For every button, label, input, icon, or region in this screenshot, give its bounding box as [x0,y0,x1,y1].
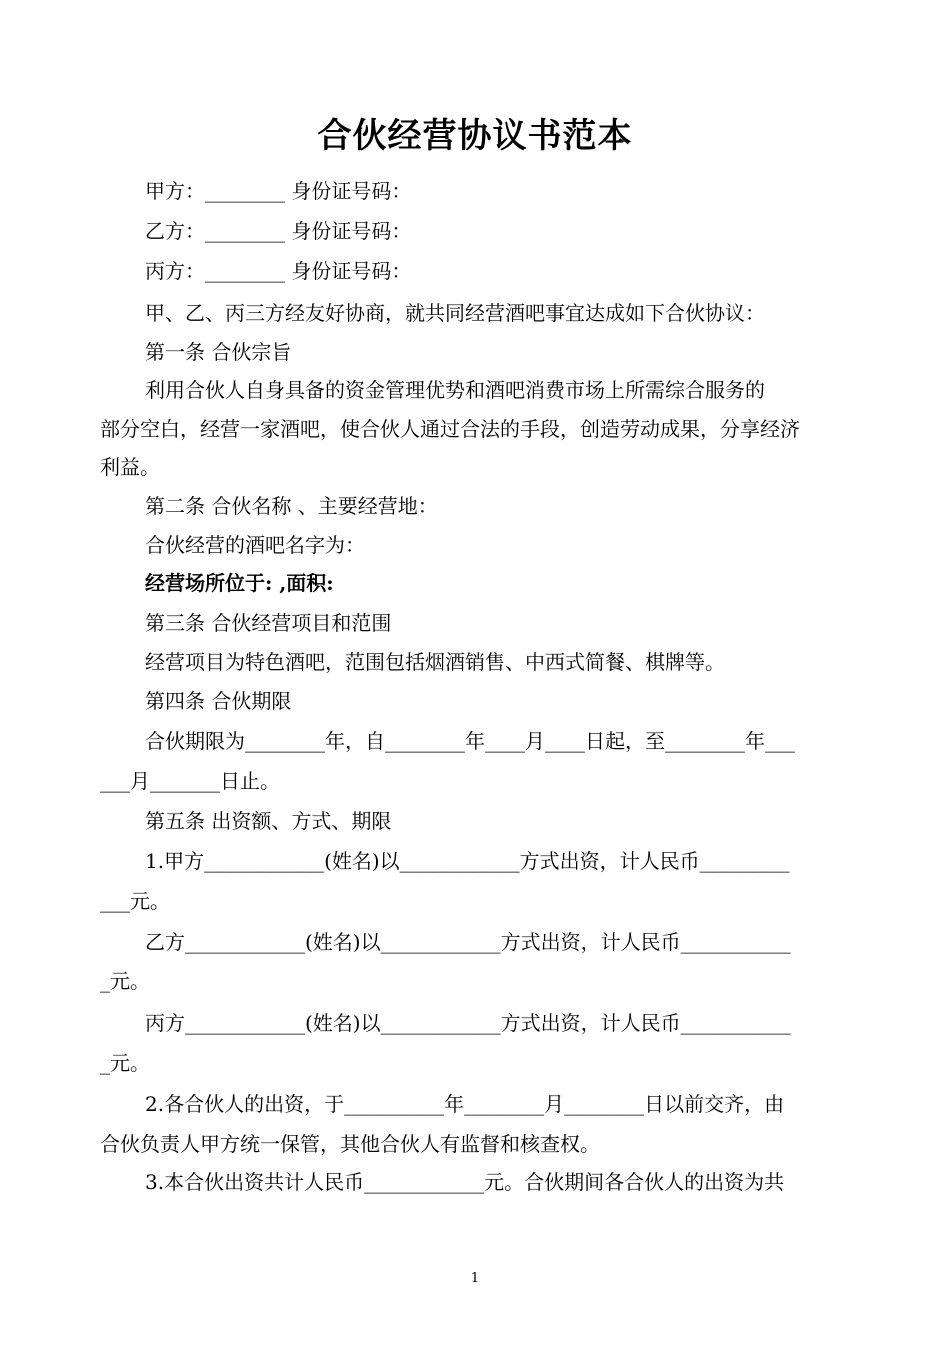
party-jia-line: 甲方：________ 身份证号码： [145,179,412,203]
article5-heading: 第五条 出资额、方式、期限 [145,809,392,833]
article1-body-line2: 部分空白，经营一家酒吧，使合伙人通过合法的手段，创造劳动成果，分享经济 [100,417,800,441]
party-bing-line: 丙方：________ 身份证号码： [145,259,412,283]
article4-body-line1: 合伙期限为________年，自________年____月____日起，至________年___ [145,729,795,753]
party-yi-line: 乙方：________ 身份证号码： [145,219,412,243]
article5-bing-line2: _元。 [100,1051,150,1075]
article1-body-line1: 利用合伙人自身具备的资金管理优势和酒吧消费市场上所需综合服务的 [145,378,765,402]
document-title: 合伙经营协议书范本 [317,116,633,156]
article2-heading: 第二条 合伙名称 、主要经营地： [145,494,438,518]
article5-yi-line2: _元。 [100,969,150,993]
article3-body: 经营项目为特色酒吧，范围包括烟酒销售、中西式简餐、棋牌等。 [145,650,725,674]
article4-heading: 第四条 合伙期限 [145,689,292,713]
article4-body-line2: ___月_______日止。 [100,769,280,793]
article2-name: 合伙经营的酒吧名字为： [145,533,365,557]
article5-item2-line2: 合伙负责人甲方统一保管，其他合伙人有监督和核查权。 [100,1132,600,1156]
article5-bing-line1: 丙方____________(姓名)以____________方式出资，计人民币___________ [145,1011,791,1035]
article5-item1-line1: 1.甲方____________(姓名)以____________方式出资，计人民币_________ [145,849,790,873]
page-number: 1 [470,1271,480,1286]
article5-yi-line1: 乙方____________(姓名)以____________方式出资，计人民币___________ [145,930,791,954]
article1-heading: 第一条 合伙宗旨 [145,340,292,364]
article5-item3-line1: 3.本合伙出资共计人民币____________元。合伙期间各合伙人的出资为共 [145,1170,785,1194]
article3-heading: 第三条 合伙经营项目和范围 [145,611,392,635]
intro-paragraph: 甲、乙、丙三方经友好协商，就共同经营酒吧事宜达成如下合伙协议： [145,301,765,325]
article5-item2-line1: 2.各合伙人的出资，于__________年________月________日以前交齐，由 [145,1092,785,1116]
article2-location: 经营场所位于: ,面积: [145,571,334,595]
article1-body-line3: 利益。 [100,455,160,479]
article5-item1-line2: ___元。 [100,889,170,913]
